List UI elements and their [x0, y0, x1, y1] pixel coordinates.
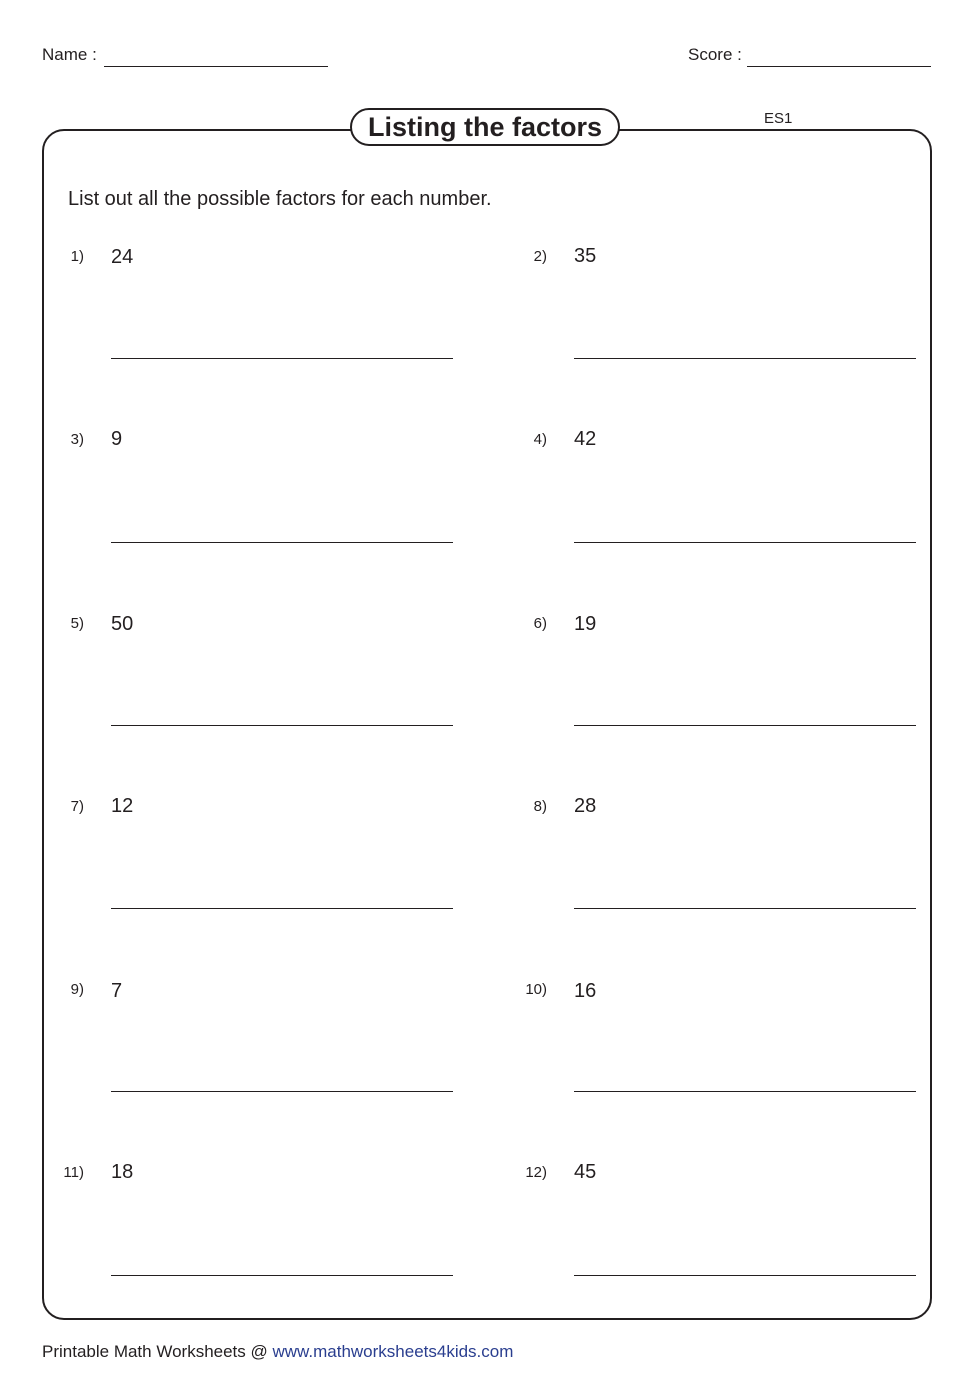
- answer-line[interactable]: [574, 1091, 916, 1092]
- problem-value: 19: [574, 613, 597, 635]
- name-field[interactable]: [104, 66, 328, 67]
- problem-number: 3): [70, 431, 84, 448]
- problem-number: 11): [63, 1164, 84, 1181]
- answer-line[interactable]: [111, 1091, 453, 1092]
- problem-value: 50: [111, 613, 134, 635]
- answer-line[interactable]: [574, 542, 916, 543]
- problem-value: 9: [111, 428, 123, 450]
- worksheet-code: ES1: [764, 110, 793, 127]
- answer-line[interactable]: [574, 908, 916, 909]
- problem-value: 42: [574, 428, 597, 450]
- problem-value: 16: [574, 980, 597, 1002]
- name-label: Name :: [42, 45, 97, 64]
- score-label: Score :: [688, 45, 742, 64]
- answer-line[interactable]: [574, 1275, 916, 1276]
- problem-value: 7: [111, 980, 123, 1002]
- problem-value: 12: [111, 795, 134, 817]
- problem-value: 45: [574, 1161, 597, 1183]
- problem-value: 18: [111, 1161, 134, 1183]
- problem-value: 24: [111, 246, 134, 268]
- problem-number: 9): [70, 981, 84, 998]
- instructions: List out all the possible factors for each number.: [68, 188, 492, 210]
- answer-line[interactable]: [574, 358, 916, 359]
- problem-value: 28: [574, 795, 597, 817]
- footer-link[interactable]: www.mathworksheets4kids.com: [272, 1342, 514, 1361]
- problem-number: 8): [533, 798, 547, 815]
- problem-number: 6): [533, 615, 547, 632]
- problem-number: 10): [525, 981, 547, 998]
- answer-line[interactable]: [111, 1275, 453, 1276]
- answer-line[interactable]: [111, 358, 453, 359]
- problem-number: 5): [70, 615, 84, 632]
- problem-number: 1): [70, 248, 84, 265]
- problem-value: 35: [574, 245, 597, 267]
- score-field[interactable]: [747, 66, 931, 67]
- problem-number: 7): [70, 798, 84, 815]
- footer-text: Printable Math Worksheets @: [42, 1342, 273, 1361]
- answer-line[interactable]: [111, 725, 453, 726]
- worksheet-title: Listing the factors: [350, 108, 620, 146]
- answer-line[interactable]: [574, 725, 916, 726]
- answer-line[interactable]: [111, 908, 453, 909]
- footer: [42, 1342, 513, 1362]
- answer-line[interactable]: [111, 542, 453, 543]
- problem-number: 2): [533, 248, 547, 265]
- problem-number: 12): [525, 1164, 547, 1181]
- problem-number: 4): [533, 431, 547, 448]
